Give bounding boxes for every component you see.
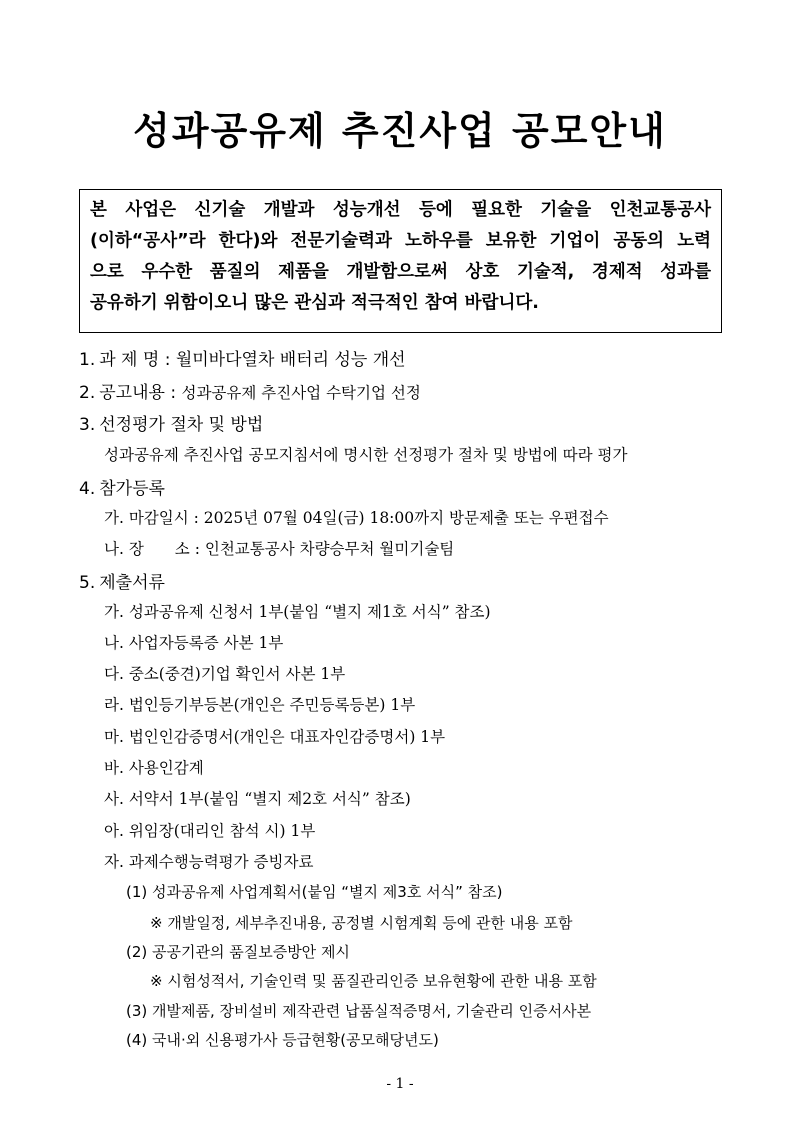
section-2	[79, 378, 421, 403]
intro-line: 공유하기 위함이오니 많은 관심과 적극적인 참여 바랍니다.	[90, 293, 539, 313]
section-4-label: 참가등록	[99, 479, 165, 499]
list-item: 라. 법인등기부등본(개인은 주민등록등본) 1부	[104, 696, 416, 714]
list-item: 자. 과제수행능력평가 증빙자료	[104, 853, 314, 871]
intro-line: 으로 우수한 품질의 제품을 개발함으로써 상호 기술적, 경제적 성과를	[90, 262, 711, 282]
section-3-body: 성과공유제 추진사업 공모지침서에 명시한 선정평가 절차 및 방법에 따라 평가	[104, 446, 628, 464]
list-item: 가. 마감일시 : 2025년 07월 04일(금) 18:00까지 방문제출 또는 우편접수	[104, 509, 609, 527]
sub-item: (3) 개발제품, 장비설비 제작관련 납품실적증명서, 기술관리 인증서사본	[126, 1002, 592, 1020]
document-title: 성과공유제 추진사업 공모안내	[133, 109, 667, 153]
list-item: 나. 장 소 : 인천교통공사 차량승무처 월미기술팀	[104, 540, 455, 558]
section-5	[79, 568, 165, 593]
list-item: 바. 사용인감계	[104, 759, 204, 777]
section-2-value: 성과공유제 추진사업 수탁기업 선정	[181, 384, 421, 402]
section-1	[79, 345, 406, 370]
section-5-label: 제출서류	[99, 573, 165, 593]
list-item: 사. 서약서 1부(붙임 “별지 제2호 서식” 참조)	[104, 790, 411, 808]
sub-item: (1) 성과공유제 사업계획서(붙임 “별지 제3호 서식” 참조)	[126, 883, 503, 901]
section-4	[79, 474, 165, 499]
section-number: 2.	[79, 383, 96, 403]
section-number: 5.	[79, 573, 96, 593]
list-item: 아. 위임장(대리인 참석 시) 1부	[104, 822, 316, 840]
intro-line: (이하“공사”라 한다)와 전문기술력과 노하우를 보유한 기업이 공동의 노력	[90, 231, 711, 251]
list-item: 나. 사업자등록증 사본 1부	[104, 634, 284, 652]
section-number: 3.	[79, 415, 96, 435]
section-3	[79, 410, 263, 435]
section-1-label: 과 제 명 : 월미바다열차 배터리 성능 개선	[99, 350, 406, 370]
note-item: ※ 개발일정, 세부추진내용, 공정별 시험계획 등에 관한 내용 포함	[150, 914, 573, 932]
list-item: 마. 법인인감증명서(개인은 대표자인감증명서) 1부	[104, 728, 446, 746]
list-item: 가. 성과공유제 신청서 1부(붙임 “별지 제1호 서식” 참조)	[104, 603, 491, 621]
section-number: 4.	[79, 479, 96, 499]
section-number: 1.	[79, 350, 96, 370]
note-item: ※ 시험성적서, 기술인력 및 품질관리인증 보유현황에 관한 내용 포함	[150, 972, 597, 990]
section-3-label: 선정평가 절차 및 방법	[99, 415, 264, 435]
intro-line: 본 사업은 신기술 개발과 성능개선 등에 필요한 기술을 인천교통공사	[90, 200, 711, 220]
page-number: - 1 -	[386, 1076, 414, 1092]
sub-item: (2) 공공기관의 품질보증방안 제시	[126, 943, 350, 961]
sub-item: (4) 국내·외 신용평가사 등급현황(공모해당년도)	[126, 1031, 439, 1049]
section-2-label: 공고내용 :	[99, 383, 182, 403]
list-item: 다. 중소(중견)기업 확인서 사본 1부	[104, 665, 346, 683]
intro-box	[79, 189, 722, 333]
